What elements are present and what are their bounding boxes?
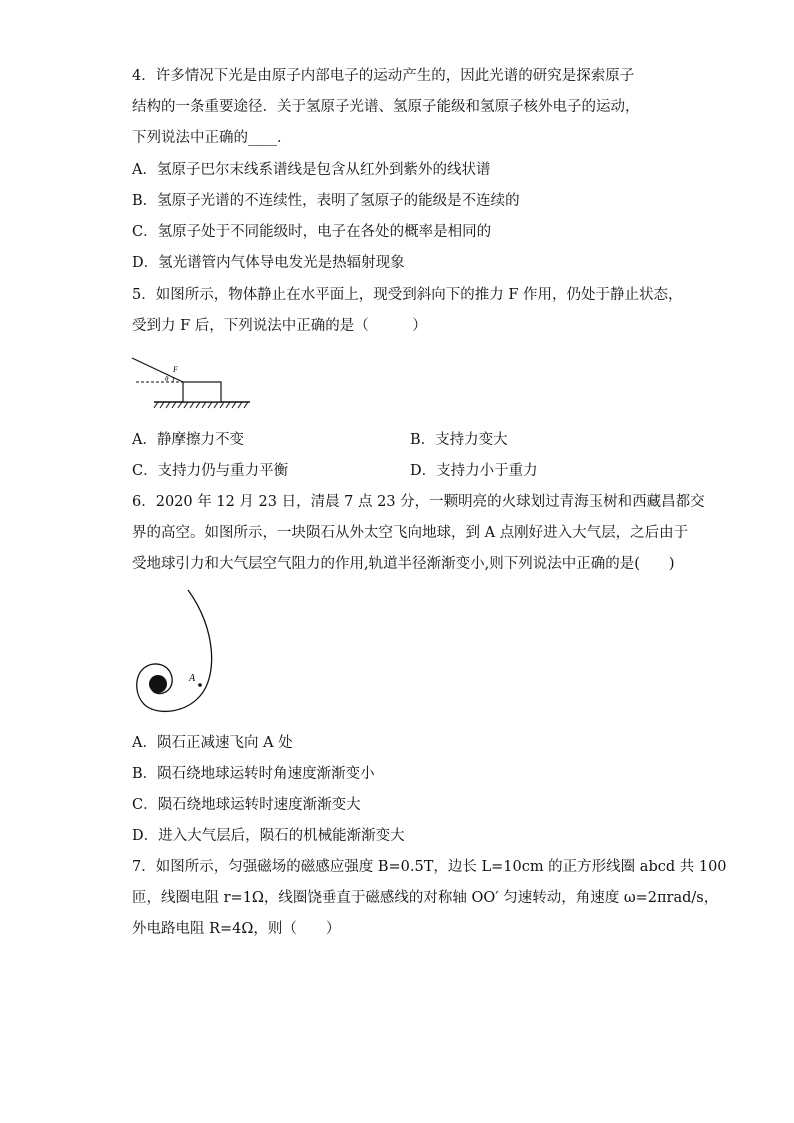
q6-option-c: C．陨石绕地球运转时速度渐渐变大 <box>132 797 361 813</box>
q7-stem-line-2: 匝，线圈电阻 r=1Ω，线圈饶垂直于磁感线的对称轴 OO′ 匀速转动，角速度 ω=2πrad/s， <box>132 890 719 906</box>
q5-force-label: F <box>173 365 178 374</box>
q4-stem-line-3: 下列说法中正确的____． <box>132 130 292 146</box>
q5-force-diagram <box>130 352 250 412</box>
q6-stem-line-2: 界的高空。如图所示，一块陨石从外太空飞向地球，到 A 点刚好进入大气层，之后由于 <box>132 525 689 541</box>
q4-stem-line-2: 结构的一条重要途径．关于氢原子光谱、氢原子能级和氢原子核外电子的运动， <box>132 99 640 115</box>
q4-option-a: A．氢原子巴尔末线系谱线是包含从红外到紫外的线状谱 <box>132 162 491 178</box>
point-a-marker <box>198 683 202 687</box>
q5-option-b: B．支持力变大 <box>410 432 508 448</box>
q6-option-d: D．进入大气层后，陨石的机械能渐渐变大 <box>132 828 405 844</box>
q6-point-label: A <box>189 673 196 684</box>
q5-option-d: D．支持力小于重力 <box>410 463 538 479</box>
q5-angle-label: θ <box>165 375 169 383</box>
q5-stem-line-2: 受到力 F 后，下列说法中正确的是（ ） <box>132 318 427 334</box>
earth-icon <box>149 675 167 693</box>
q5-stem-line-1: 5．如图所示，物体静止在水平面上，现受到斜向下的推力 F 作用，仍处于静止状态， <box>132 287 683 303</box>
q4-option-b: B．氢原子光谱的不连续性，表明了氢原子的能级是不连续的 <box>132 193 520 209</box>
q7-stem-line-3: 外电路电阻 R=4Ω，则（ ） <box>132 921 341 937</box>
q4-stem-line-1: 4．许多情况下光是由原子内部电子的运动产生的，因此光谱的研究是探索原子 <box>132 68 635 84</box>
q7-stem-line-1: 7．如图所示，匀强磁场的磁感应强度 B=0.5T，边长 L=10cm 的正方形线圈 abcd 共 100 <box>132 859 727 875</box>
q5-option-a: A．静摩擦力不变 <box>132 432 244 448</box>
q6-option-a: A．陨石正减速飞向 A 处 <box>132 735 293 751</box>
q6-stem-line-1: 6．2020 年 12 月 23 日，清晨 7 点 23 分，一颗明亮的火球划过青海玉树和西藏昌都交 <box>132 494 705 510</box>
q6-stem-line-3: 受地球引力和大气层空气阻力的作用,轨道半径渐渐变小,则下列说法中正确的是( ) <box>132 556 675 572</box>
q6-meteor-orbit-diagram <box>128 588 228 728</box>
q4-option-d: D．氢光谱管内气体导电发光是热辐射现象 <box>132 255 405 271</box>
q5-option-c: C．支持力仍与重力平衡 <box>132 463 289 479</box>
q4-option-c: C．氢原子处于不同能级时，电子在各处的概率是相同的 <box>132 224 492 240</box>
q6-option-b: B．陨石绕地球运转时角速度渐渐变小 <box>132 766 375 782</box>
